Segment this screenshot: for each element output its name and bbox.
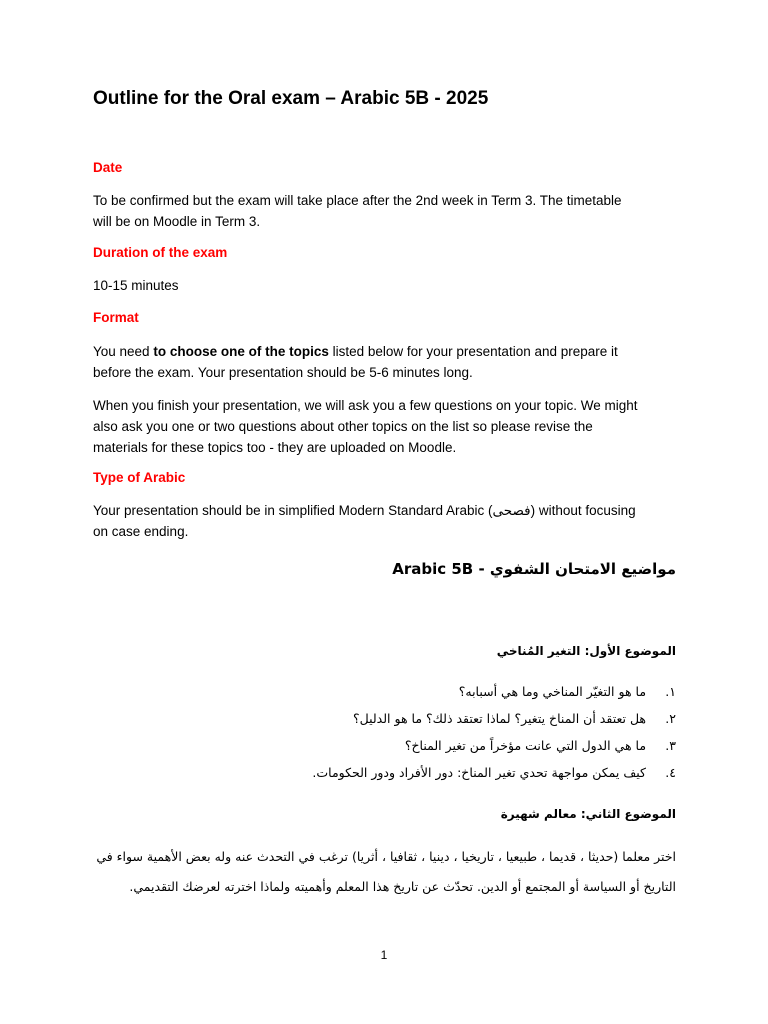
format-line: materials for these topics too - they are uploaded on Moodle. xyxy=(93,440,457,455)
type-line: on case ending. xyxy=(93,524,189,539)
topic1-question xyxy=(312,765,676,780)
page-number: 1 xyxy=(380,948,388,962)
date-heading: Date xyxy=(93,160,123,175)
format-heading: Format xyxy=(93,310,139,325)
topic1-heading: الموضوع الأول: التغير المُناخي xyxy=(496,644,676,658)
format-paragraph-2 xyxy=(93,395,683,458)
type-text: ) without focusing xyxy=(530,503,636,518)
topic1-question xyxy=(459,684,676,699)
format-text: listed below for your presentation and prepare it xyxy=(328,344,618,359)
question-number: ٢. xyxy=(665,711,676,726)
format-paragraph-1 xyxy=(93,341,683,383)
question-text: هل تعتقد أن المناخ يتغير؟ لماذا تعتقد ذلك؟ ما هو الدليل؟ xyxy=(352,711,647,726)
topic1-question xyxy=(405,738,676,753)
date-line: To be confirmed but the exam will take place after the 2nd week in Term 3. The timetable xyxy=(93,193,622,208)
format-line xyxy=(93,341,683,362)
question-text: كيف يمكن مواجهة تحدي تغير المناخ: دور الأفراد ودور الحكومات. xyxy=(312,765,647,780)
format-line: before the exam. Your presentation should be 5-6 minutes long. xyxy=(93,365,473,380)
type-line xyxy=(93,500,683,521)
format-line: also ask you one or two questions about other topics on the list so please revise the xyxy=(93,419,593,434)
date-line: will be on Moodle in Term 3. xyxy=(93,214,261,229)
topic2-paragraph: اختر معلما (حديثا ، قديما ، طبيعيا ، تاريخيا ، دينيا ، ثقافيا ، أثريا) ترغب في التحدث عنه وله بعض الأهمية سواء في التاريخ أو السياسة أو المجتمع أو الدين. تحدّث عن تاريخ هذا المعلم وأهميته ولماذا اخترته لعرضك التقديمي. xyxy=(96,849,676,894)
type-arabic-term: فصحى xyxy=(492,503,531,518)
duration-heading: Duration of the exam xyxy=(93,245,228,260)
question-number: ٤. xyxy=(665,765,676,780)
type-heading: Type of Arabic xyxy=(93,470,186,485)
date-paragraph xyxy=(93,190,683,232)
topic1-question xyxy=(353,711,676,726)
type-paragraph xyxy=(93,500,683,542)
format-line: When you finish your presentation, we will ask you a few questions on your topic. We might xyxy=(93,398,638,413)
question-text: ما هي الدول التي عانت مؤخراً من تغير المناخ؟ xyxy=(404,738,647,753)
format-emphasis: to choose one of the topics xyxy=(153,344,329,359)
format-text: You need xyxy=(93,344,154,359)
topic2-heading: الموضوع الثاني: معالم شهيرة xyxy=(500,807,676,821)
duration-text: 10-15 minutes xyxy=(93,278,179,293)
question-text: ما هو التغيّر المناخي وما هي أسبابه؟ xyxy=(458,684,647,699)
question-number: ١. xyxy=(665,684,676,699)
arabic-topics-title: مواضيع الامتحان الشفوي - Arabic 5B xyxy=(392,560,676,578)
document-title: Outline for the Oral exam – Arabic 5B - 2025 xyxy=(93,88,489,109)
question-number: ٣. xyxy=(665,738,676,753)
type-text: Your presentation should be in simplified Modern Standard Arabic ( xyxy=(93,503,493,518)
